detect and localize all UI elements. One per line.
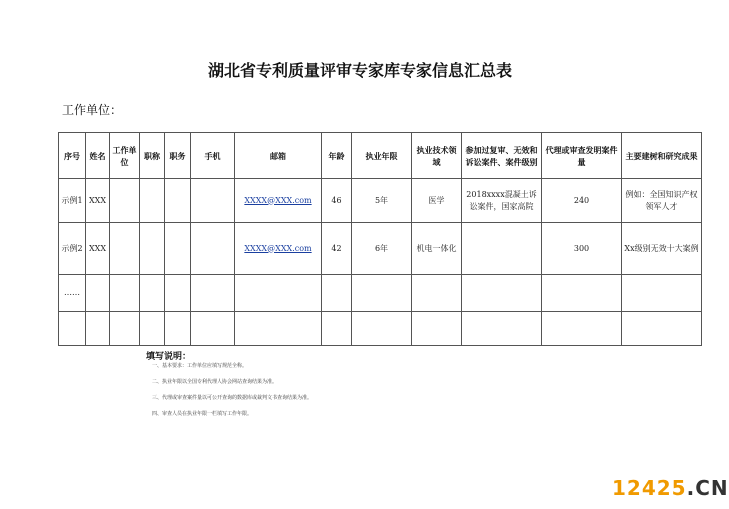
cell-age — [322, 275, 352, 312]
table-header-row — [59, 133, 702, 179]
cell-name: XXX — [86, 223, 110, 275]
cell-post — [165, 223, 191, 275]
email-link[interactable]: XXXX@XXX.com — [244, 195, 312, 205]
header-years: 执业年限 — [352, 133, 412, 179]
cell-no: 示例2 — [59, 223, 86, 275]
work-unit-label: 工作单位： — [62, 103, 123, 117]
header-achievement: 主要建树和研究成果 — [622, 133, 702, 179]
cell-achievement — [622, 275, 702, 312]
header-cases: 参加过复审、无效和诉讼案件、案件级别 — [462, 133, 542, 179]
page-title: 湖北省专利质量评审专家库专家信息汇总表 — [207, 61, 512, 80]
cell-volume — [542, 312, 622, 346]
cell-cases: 2018xxxx混凝土诉讼案件，国家高院 — [462, 179, 542, 223]
cell-email — [235, 312, 322, 346]
cell-email — [235, 223, 322, 275]
note-item: 三、代理或审查案件量以可公开查询的数据库或裁判文书查询结果为准。 — [152, 395, 313, 401]
cell-volume: 240 — [542, 179, 622, 223]
note-item: 一、基本要求：工作单位应填写规范全称。 — [152, 363, 248, 369]
email-link[interactable]: XXXX@XXX.com — [244, 243, 312, 253]
cell-field — [412, 312, 462, 346]
cell-field — [412, 275, 462, 312]
cell-title — [140, 312, 165, 346]
cell-volume — [542, 275, 622, 312]
cell-volume: 300 — [542, 223, 622, 275]
watermark-dot: . — [686, 476, 696, 500]
table-row — [59, 312, 702, 346]
cell-name — [86, 275, 110, 312]
cell-cases — [462, 275, 542, 312]
cell-years — [352, 275, 412, 312]
cell-unit — [110, 223, 140, 275]
header-email: 邮箱 — [235, 133, 322, 179]
table-row — [59, 179, 702, 223]
cell-cases — [462, 312, 542, 346]
header-title: 职称 — [140, 133, 165, 179]
notes-title: 填写说明： — [146, 352, 192, 362]
header-phone: 手机 — [191, 133, 235, 179]
cell-title — [140, 223, 165, 275]
watermark-suffix: CN — [695, 476, 729, 500]
cell-email — [235, 179, 322, 223]
cell-unit — [110, 312, 140, 346]
cell-no — [59, 312, 86, 346]
cell-no: 示例1 — [59, 179, 86, 223]
header-name: 姓名 — [86, 133, 110, 179]
cell-years — [352, 312, 412, 346]
cell-title — [140, 179, 165, 223]
expert-info-table — [58, 132, 702, 346]
cell-years: 5年 — [352, 179, 412, 223]
cell-cases — [462, 223, 542, 275]
cell-age: 42 — [322, 223, 352, 275]
header-no: 序号 — [59, 133, 86, 179]
header-post: 职务 — [165, 133, 191, 179]
header-volume: 代理或审查发明案件量 — [542, 133, 622, 179]
cell-email — [235, 275, 322, 312]
table-row — [59, 223, 702, 275]
header-age: 年龄 — [322, 133, 352, 179]
site-watermark — [612, 476, 729, 500]
table-row — [59, 275, 702, 312]
watermark-digits: 12425 — [612, 476, 687, 500]
note-item: 二、执业年限以全国专利代理人协会网站查询结果为准。 — [152, 379, 278, 385]
cell-unit — [110, 275, 140, 312]
notes-list — [152, 363, 312, 427]
cell-achievement: 例如：全国知识产权领军人才 — [622, 179, 702, 223]
header-unit: 工作单位 — [110, 133, 140, 179]
cell-name — [86, 312, 110, 346]
cell-age — [322, 312, 352, 346]
cell-years: 6年 — [352, 223, 412, 275]
cell-achievement — [622, 312, 702, 346]
cell-phone — [191, 179, 235, 223]
cell-title — [140, 275, 165, 312]
cell-post — [165, 179, 191, 223]
note-item: 四、审查人员在执业年限一栏填写工作年限。 — [152, 411, 253, 417]
cell-age: 46 — [322, 179, 352, 223]
cell-name: XXX — [86, 179, 110, 223]
cell-phone — [191, 223, 235, 275]
cell-post — [165, 275, 191, 312]
cell-phone — [191, 275, 235, 312]
cell-field: 机电一体化 — [412, 223, 462, 275]
cell-achievement: Xx级别无效十大案例 — [622, 223, 702, 275]
header-field: 执业技术领域 — [412, 133, 462, 179]
cell-no: …… — [59, 275, 86, 312]
cell-field: 医学 — [412, 179, 462, 223]
cell-post — [165, 312, 191, 346]
cell-unit — [110, 179, 140, 223]
cell-phone — [191, 312, 235, 346]
